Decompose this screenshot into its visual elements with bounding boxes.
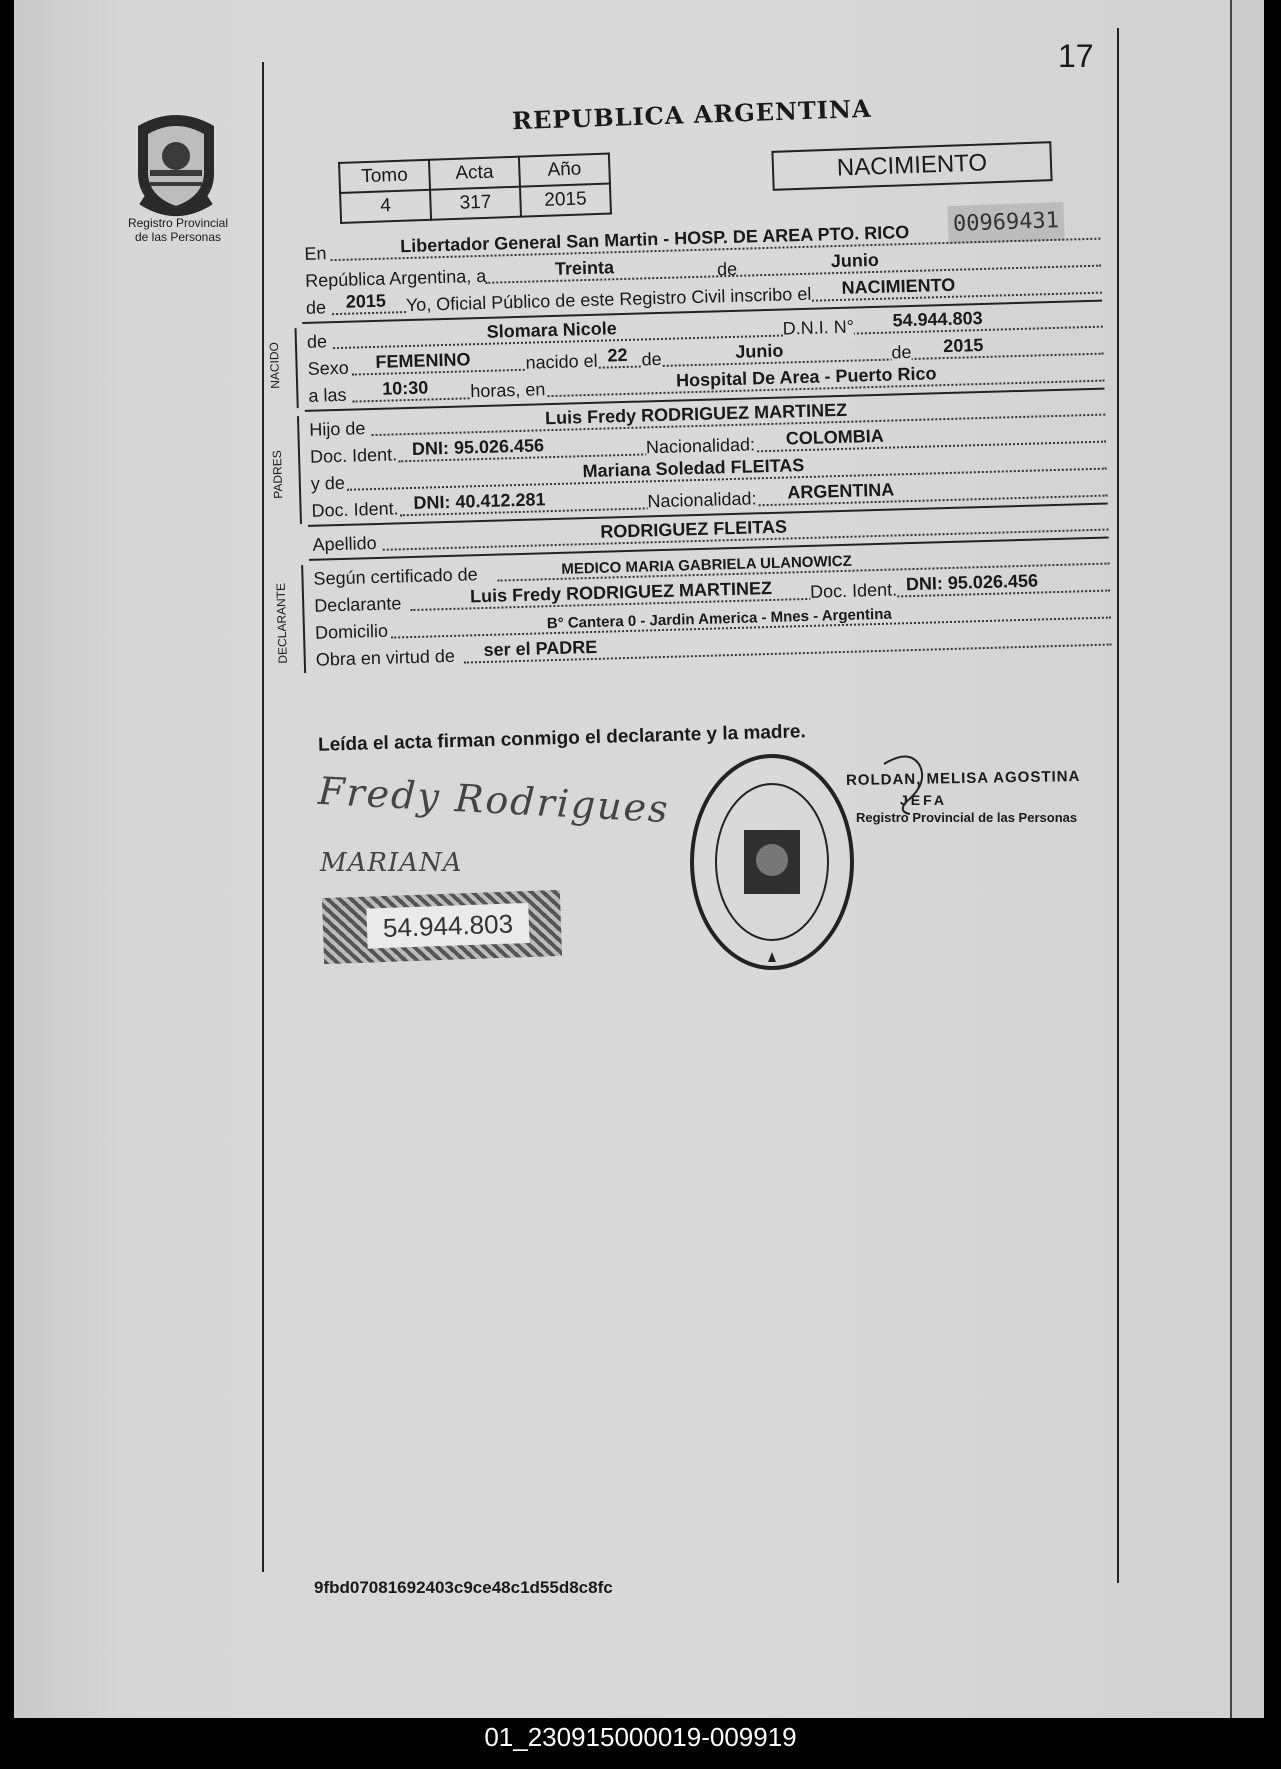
dni-stamp — [322, 890, 562, 964]
header-tomo: Tomo — [339, 160, 430, 193]
header-anio: Año — [519, 154, 610, 187]
left-margin-rule — [262, 62, 264, 1572]
value-certificado: MEDICO MARIA GABRIELA ULANOWICZ — [561, 552, 853, 578]
value-padre: Luis Fredy RODRIGUEZ MARTINEZ — [544, 399, 848, 429]
value-padre-doc: DNI: 95.026.456 — [411, 435, 545, 459]
value-declarante: Luis Fredy RODRIGUEZ MARTINEZ — [469, 577, 773, 607]
label-dni: D.N.I. N° — [782, 316, 855, 339]
value-madre-nac: ARGENTINA — [787, 479, 895, 503]
section-padres — [269, 392, 1108, 522]
value-tomo: 4 — [340, 190, 431, 223]
label-doc-declarante: Doc. Ident. — [809, 579, 898, 602]
serial-number: 00969431 — [947, 202, 1064, 244]
dni-stamp-number: 54.944.803 — [366, 903, 529, 949]
label-nacido-el: nacido el — [525, 350, 598, 373]
label-nac-madre: Nacionalidad: — [647, 488, 757, 512]
header-acta: Acta — [429, 157, 520, 190]
label-declarante: Declarante — [313, 593, 402, 616]
label-y-de: y de — [310, 472, 346, 494]
value-inscribo: NACIMIENTO — [841, 274, 956, 298]
value-hora: 10:30 — [381, 377, 429, 399]
label-obra: Obra en virtud de — [315, 645, 456, 670]
register-table — [338, 153, 612, 224]
side-label-declarante: DECLARANTE — [273, 582, 290, 664]
value-domicilio: B° Cantera 0 - Jardin America - Mnes - Argentina — [546, 605, 892, 633]
label-certificado: Según certificado de — [313, 564, 478, 589]
official-office: Registro Provincial de las Personas — [856, 810, 1078, 825]
label-de-mes: de — [641, 348, 662, 370]
label-inscribo: Yo, Oficial Público de este Registro Civil inscribo el — [405, 283, 812, 316]
label-de-anio: de — [891, 341, 912, 363]
crest-caption — [118, 216, 238, 244]
label-doc-madre: Doc. Ident. — [311, 498, 399, 521]
document-hash: 9fbd07081692403c9ce48c1d55d8c8fc — [314, 1578, 613, 1597]
side-label-padres: PADRES — [269, 450, 286, 499]
label-apellido: Apellido — [312, 532, 377, 555]
value-lugar: Hospital De Area - Puerto Rico — [675, 363, 937, 391]
value-mes-nac: Junio — [735, 340, 784, 362]
value-anio-nac: 2015 — [942, 334, 984, 357]
document-title: REPUBLICA ARGENTINA — [511, 93, 873, 136]
label-de-nombre: de — [306, 331, 328, 352]
label-nac-padre: Nacionalidad: — [645, 434, 756, 458]
province-crest-icon — [128, 104, 224, 222]
value-dia-nac: 22 — [607, 344, 628, 366]
label-doc-padre: Doc. Ident. — [309, 444, 398, 467]
label-a-las: a las — [308, 384, 347, 406]
right-margin-rule — [1117, 28, 1119, 1583]
label-horas-en: horas, en — [470, 379, 546, 402]
value-en: Libertador General San Martin - HOSP. DE AREA PTO. RICO — [399, 221, 910, 257]
label-hijo-de: Hijo de — [309, 418, 366, 440]
section-declarante — [273, 541, 1112, 671]
label-de2: de — [305, 297, 327, 318]
page-number: 17 — [1058, 38, 1094, 74]
closing-statement: Leída el acta firman conmigo el declarante y la madre. — [317, 721, 807, 756]
value-mes: Junio — [830, 249, 880, 272]
label-en: En — [304, 243, 327, 264]
label-republica: República Argentina, a — [304, 265, 487, 291]
value-sexo: FEMENINO — [375, 349, 471, 372]
registry-seal-icon — [686, 748, 858, 976]
birth-record-form — [266, 216, 1112, 671]
value-anio-inscripcion: 2015 — [345, 290, 387, 312]
value-doc-declarante: DNI: 95.026.456 — [905, 570, 1039, 595]
adjacent-page-edge — [1230, 0, 1264, 1718]
official-name: ROLDAN, MELISA AGOSTINA — [845, 767, 1081, 790]
side-label-nacido: NACIDO — [266, 341, 283, 389]
label-de: de — [716, 258, 738, 280]
scan-footer-id: 01_230915000019-009919 — [484, 1722, 797, 1752]
value-obra: ser el PADRE — [483, 636, 598, 661]
value-apellido: RODRIGUEZ FLEITAS — [600, 516, 788, 542]
value-madre-doc: DNI: 40.412.281 — [413, 489, 546, 513]
declarant-signature: Fredy Rodrigues — [317, 768, 671, 832]
official-signature-scribble — [880, 748, 940, 818]
official-role: JEFA — [900, 792, 948, 808]
value-padre-nac: COLOMBIA — [785, 425, 885, 449]
crest-caption-line2: de las Personas — [134, 230, 222, 244]
label-sexo: Sexo — [307, 357, 349, 379]
label-domicilio: Domicilio — [314, 620, 389, 643]
value-nombre: Slomara Nicole — [486, 318, 617, 342]
value-dia: Treinta — [554, 257, 615, 279]
mother-signature: MARIANA — [320, 848, 463, 878]
value-anio: 2015 — [520, 184, 611, 217]
value-madre: Mariana Soledad FLEITAS — [582, 455, 805, 482]
record-type-box: NACIMIENTO — [771, 141, 1052, 191]
value-dni: 54.944.803 — [892, 307, 983, 331]
crest-caption-line1: Registro Provincial — [127, 216, 229, 230]
value-acta: 317 — [430, 187, 521, 220]
